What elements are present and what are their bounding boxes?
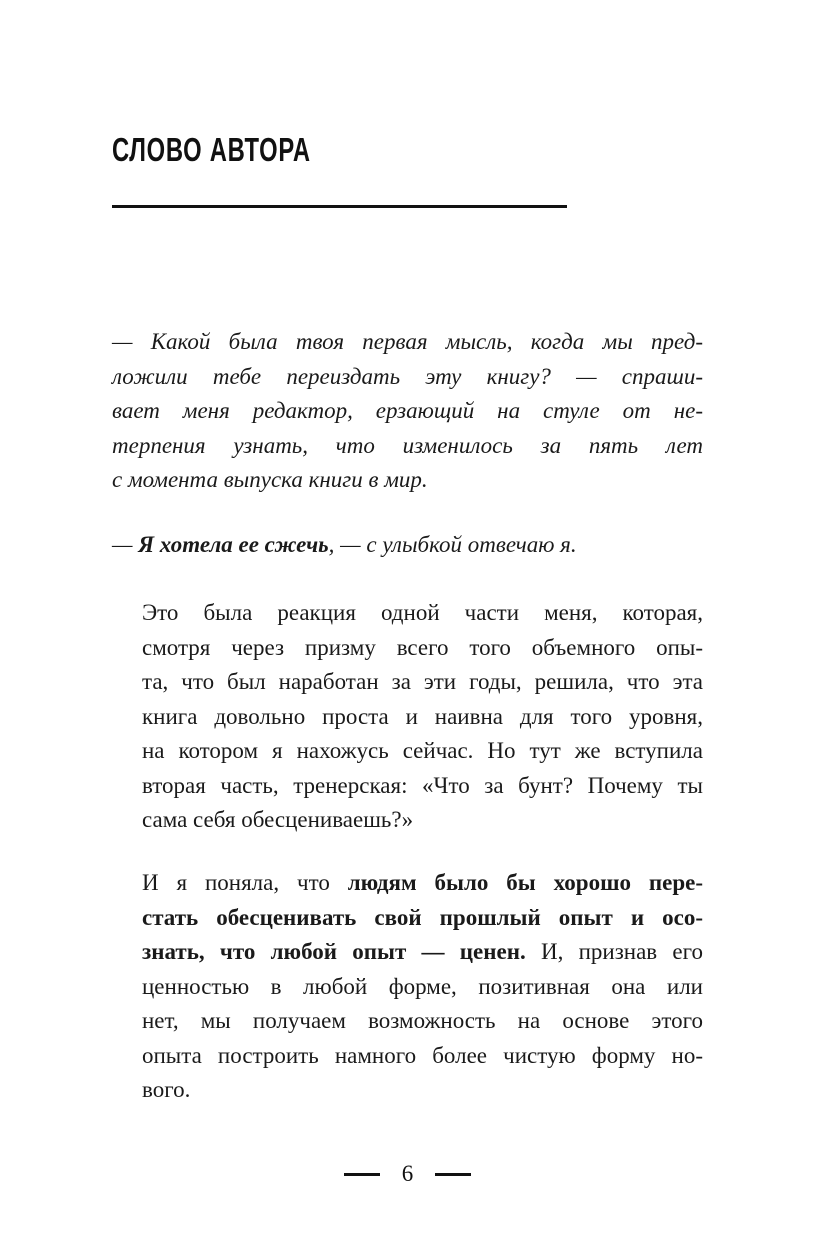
chapter-title: СЛОВО АВТОРА [112, 131, 311, 168]
answer-rest: , — с улыбкой отвечаю я. [328, 532, 577, 557]
text-line: ценностью в любой форме, позитивная она или [142, 973, 703, 999]
dialog-question [112, 325, 703, 498]
text-line [112, 866, 703, 901]
title-underline [112, 205, 567, 208]
paragraph-2 [112, 866, 703, 1108]
plain-text: И я поняла, что [142, 870, 348, 895]
page-number-dash-right [435, 1173, 471, 1176]
text-line: Это была реакция одной части меня, которая, [142, 600, 703, 625]
text-line: книга довольно проста и наивна для того уровня, [142, 703, 703, 729]
bold-text: знать, что любой опыт — ценен. [142, 939, 526, 964]
page-number-dash-left [344, 1173, 380, 1176]
text-line: нет, мы получаем возможность на основе этого [142, 1008, 703, 1033]
text-line: — Какой была твоя первая мысль, когда мы пред- [112, 329, 703, 354]
plain-text: И, признав его [525, 939, 703, 964]
text-line [112, 901, 703, 936]
text-line: с момента выпуска книги в мир. [112, 467, 428, 492]
text-line: сама себя обесцениваешь?» [142, 807, 414, 832]
dialog-answer [112, 528, 703, 563]
text-line: смотря через призму всего того объемного опы- [142, 634, 703, 660]
text-line [112, 528, 703, 563]
answer-dash: — [112, 532, 139, 557]
text-line: вторая часть, тренерская: «Что за бунт? Почему ты [142, 772, 703, 798]
bold-text: стать обесценивать свой прошлый опыт и осо- [142, 904, 703, 930]
text-line [112, 935, 703, 970]
text-line: терпения узнать, что изменилось за пять лет [112, 432, 703, 458]
page-number: 6 [401, 1161, 414, 1186]
paragraph-1 [112, 596, 703, 838]
text-line: вого. [142, 1077, 191, 1102]
text-line: вает меня редактор, ерзающий на стуле от не- [112, 398, 703, 423]
page-number-footer [0, 1156, 815, 1192]
text-line: на котором я нахожусь сейчас. Но тут же вступила [142, 738, 703, 763]
text-line: ложили тебе переиздать эту книгу? — спраши- [112, 363, 703, 389]
bold-text: людям было бы хорошо пере- [347, 870, 704, 895]
answer-emphasis: Я хотела ее сжечь [138, 532, 329, 557]
text-line: опыта построить намного более чистую форму но- [142, 1042, 703, 1068]
text-line: та, что был наработан за эти годы, решила, что эта [142, 669, 703, 694]
